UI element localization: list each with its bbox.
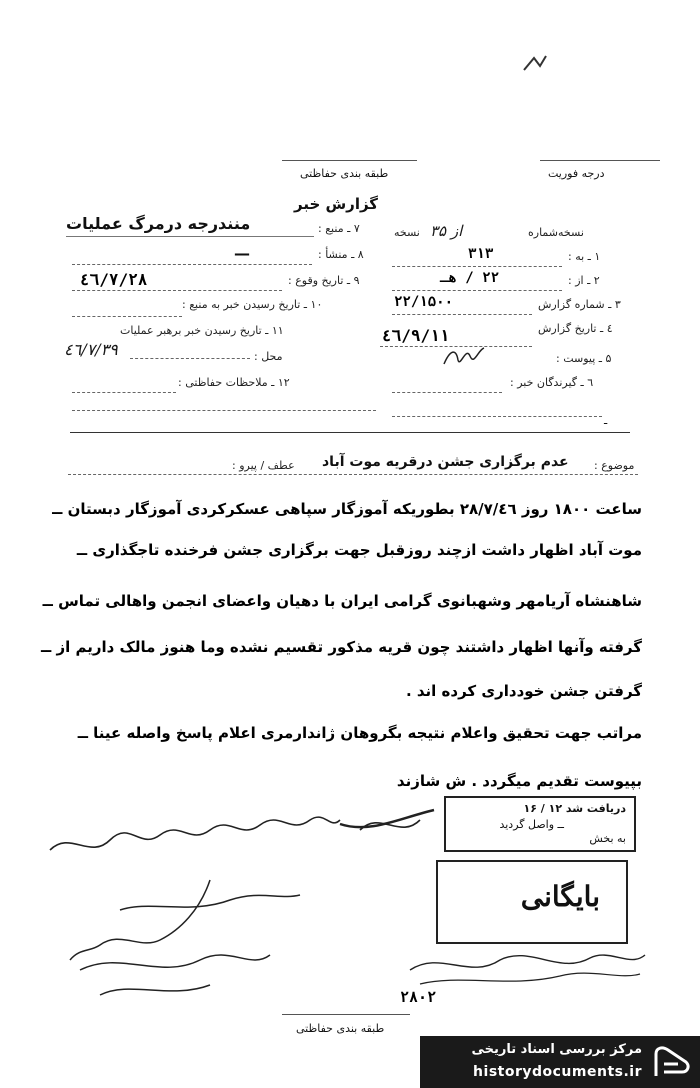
subject-label: موضوع :: [594, 459, 635, 472]
handwritten-number: ۲۸۰۲: [400, 988, 437, 1006]
report-no-label: ۳ ـ شماره گزارش: [538, 298, 621, 311]
to-value: ۳۱۳: [468, 246, 494, 262]
watermark-title: مرکز بررسی اسناد تاریخی: [471, 1042, 642, 1057]
source-value: منندرجه درمرگ عملیات: [66, 214, 251, 233]
ref-label: عطف / پیرو :: [232, 459, 295, 472]
received-stamp-line3: به بخش: [589, 832, 626, 845]
body-line: گرفته وآنها اظهار داشتند چون قریه مذکور تقسیم نشده وما هنوز مالک داریم از ــ: [40, 638, 642, 656]
archive-stamp: [436, 860, 628, 944]
news-to-ops-label: ۱۱ ـ تاریخ رسیدن خبر برهبر عملیات: [120, 324, 284, 337]
priority-label: درجه فوریت: [548, 167, 605, 180]
body-line: شاهنشاه آریامهر وشهبانوی گرامی ایران با دهیان واعضای انجمن واهالی تماس ــ: [42, 592, 642, 610]
notes-label: ۱۲ ـ ملاحظات حفاظتی :: [178, 376, 290, 389]
body-line: بپیوست تقدیم میگردد . ش شازند: [396, 772, 642, 790]
handwritten-note-icon: [400, 940, 650, 990]
body-line: موت آباد اظهار داشت ازچند روزقبل جهت برگزاری جشن فرخنده تاجگذاری ــ: [76, 541, 642, 559]
report-no-value: ۲۲/۱۵۰۰: [394, 294, 454, 310]
from-value: ۲۲ / هـ: [440, 270, 500, 286]
attachment-label: ۵ ـ پیوست :: [556, 352, 612, 365]
body-line: ساعت ۱۸۰۰ روز ۲۸/۷/٤٦ بطوریکه آموزگار سپاهی عسکرکردی آموزگار دبستان ــ: [52, 500, 642, 518]
report-date-label: ٤ ـ تاریخ گزارش: [538, 322, 613, 335]
archive-stamp-text: بایگانی: [520, 880, 600, 913]
body-line: گرفتن جشن خودداری کرده اند .: [405, 682, 642, 700]
archive-logo-icon: [650, 1042, 692, 1082]
place-label: محل :: [254, 350, 283, 363]
to-label: ۱ ـ به :: [568, 250, 601, 263]
report-title: گزارش خبر: [294, 195, 379, 213]
from-label: ۲ ـ از :: [568, 274, 600, 287]
handwritten-annotation-icon: [60, 870, 320, 1010]
subject-text: عدم برگزاری جشن درقریه موت آباد: [322, 454, 569, 470]
handwritten-signature-icon: [40, 790, 440, 870]
received-stamp-line2: ــ واصل گردید: [499, 818, 564, 831]
origin-value: —: [234, 244, 250, 263]
watermark-url: historydocuments.ir: [473, 1064, 642, 1080]
classification-bottom: طبقه بندی حفاظتی: [296, 1022, 385, 1035]
recipients-label: ٦ ـ گیرندگان خبر :: [510, 376, 594, 389]
report-date-value: ٤٦/٩/١١: [382, 326, 450, 345]
received-stamp-line1: دریافت شد ۱۲ / ۱۶: [523, 802, 626, 815]
event-date-value: ٤٦/٧/٢٨: [80, 270, 148, 289]
copy-no-value: از ۳۵: [430, 222, 463, 240]
source-label: ۷ ـ منبع :: [318, 222, 360, 235]
received-stamp: [444, 796, 636, 852]
copy-label: نسخه: [394, 226, 420, 239]
news-to-ops-value: ٤٦/٧/٣٩: [64, 340, 118, 359]
origin-label: ۸ ـ منشأ :: [318, 248, 364, 261]
watermark-logo-bar: [420, 1036, 700, 1088]
news-to-source-label: ۱۰ ـ تاریخ رسیدن خبر به منبع :: [182, 298, 323, 311]
copy-no-label: نسخه‌شماره: [528, 226, 584, 239]
event-date-label: ۹ ـ تاریخ وقوع :: [288, 274, 360, 287]
corner-mark-icon: [520, 52, 550, 76]
document-page: درجه فوریت طبقه بندی حفاظتی گزارش خبر نسخه‌شماره از ۳۵ نسخه ۱ ـ به : ۳۱۳ ۲ ـ از : ۲۲ / هـ ۳ ـ شماره گزارش ۲۲/۱۵۰۰ ٤ ـ تاریخ گزارش ٤٦/٩/١١ ۵ ـ پیوست : ٦ ـ گیرندگان خبر : ـ ۷ ـ منبع : منندرجه درمرگ عملیات ۸ ـ منشأ : — ۹ ـ تاریخ وقوع : ٤٦/٧/٢٨ ۱۰ ـ تاریخ رسیدن خبر به منبع : ۱۱ ـ تاریخ رسیدن خبر برهبر عملیات ٤٦/٧/٣٩ محل : ۱۲ ـ ملاحظات حفاظتی : موضوع : عدم برگزاری جشن درقریه موت آباد عطف / پیرو : ساعت ۱۸۰۰ روز ۲۸/۷/٤٦ بطوریکه آموزگار سپاهی عسکرکردی آموزگار دبستان ــ موت آباد اظهار داشت ازچند روزقبل جهت برگزاری جشن فرخنده تاجگذاری ــ شاهنشاه آریامهر وشهبانوی گرامی ایران با دهیان واعضای انجمن واهالی تماس ــ گرفته وآنها اظهار داشتند چون قریه مذکور تقسیم نشده وما هنوز مالک داریم از ــ گرفتن جشن خودداری کرده اند . مراتب جهت تحقیق واعلام نتیجه بگروهان ژاندارمری اعلام پاسخ واصله عینا ــ بپیوست تقدیم میگردد . ش شازند دریافت شد ۱۲ / ۱۶ ــ واصل گردید به بخش بایگانی ۲۸۰۲ طبقه بندی حفاظتی مرکز بررسی اسناد تاریخی historydocuments.ir: [0, 0, 700, 1088]
attachment-handwriting-icon: [440, 340, 488, 372]
body-line: مراتب جهت تحقیق واعلام نتیجه بگروهان ژاندارمری اعلام پاسخ واصله عینا ــ: [77, 724, 642, 742]
classification-top: طبقه بندی حفاظتی: [300, 167, 389, 180]
